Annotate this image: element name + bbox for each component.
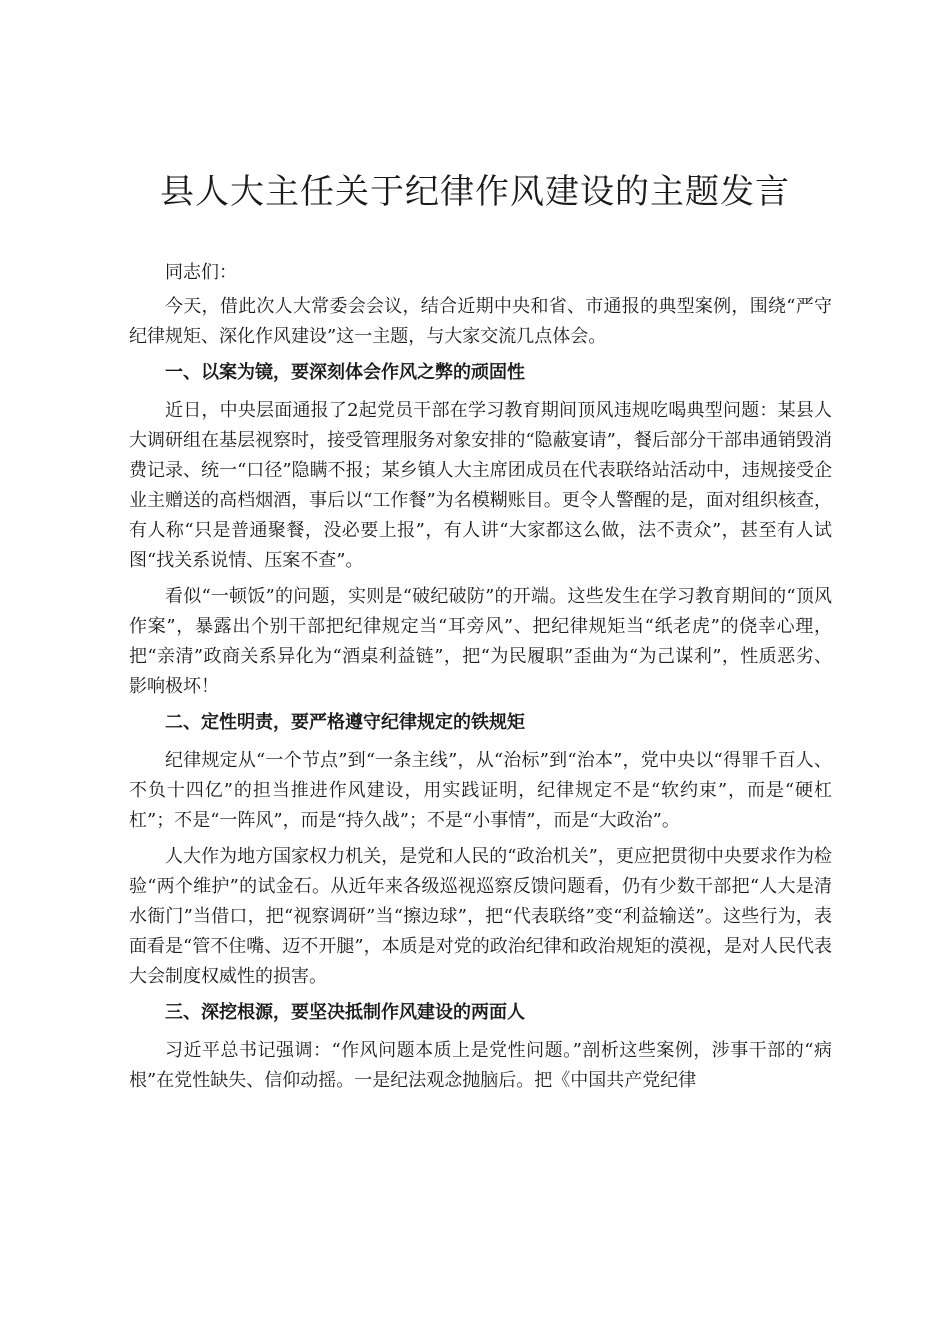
section-heading-1: 一、以案为镜，要深刻体会作风之弊的顽固性	[165, 362, 525, 383]
document-title: 县人大主任关于纪律作风建设的主题发言	[160, 172, 790, 212]
intro-paragraph: 今天，借此次人大常委会会议，结合近期中央和省、市通报的典型案例，围绕“严守纪律规矩、深化作风建设”这一主题，与大家交流几点体会。	[129, 296, 832, 347]
document-body	[129, 258, 832, 1102]
salutation: 同志们：	[165, 262, 237, 283]
section-heading-2: 二、定性明责，要严格遵守纪律规定的铁规矩	[165, 712, 525, 733]
section-2-paragraph-1: 纪律规定从“一个节点”到“一条主线”，从“治标”到“治本”，党中央以“得罪千百人、不负十四亿”的担当推进作风建设，用实践证明，纪律规定不是“软约束”，而是“硬杠杠”；不是“一阵风”，而是“持久战”；不是“小事情”，而是“大政治”。	[129, 750, 832, 831]
section-1-paragraph-1: 近日，中央层面通报了2起党员干部在学习教育期间顶风违规吃喝典型问题：某县人大调研组在基层视察时，接受管理服务对象安排的“隐蔽宴请”，餐后部分干部串通销毁消费记录、统一“口径”隐瞒不报；某乡镇人大主席团成员在代表联络站活动中，违规接受企业主赠送的高档烟酒，事后以“工作餐”为名模糊账目。更令人警醒的是，面对组织核查，有人称“只是普通聚餐，没必要上报”，有人讲“大家都这么做，法不责众”，甚至有人试图“找关系说情、压案不查”。	[129, 400, 832, 571]
section-2-paragraph-2: 人大作为地方国家权力机关，是党和人民的“政治机关”，更应把贯彻中央要求作为检验“两个维护”的试金石。从近年来各级巡视巡察反馈问题看，仍有少数干部把“人大是清水衙门”当借口，把“视察调研”当“擦边球”，把“代表联络”变“利益输送”。这些行为，表面看是“管不住嘴、迈不开腿”，本质是对党的政治纪律和政治规矩的漠视，是对人民代表大会制度权威性的损害。	[129, 846, 832, 987]
section-1-paragraph-2: 看似“一顿饭”的问题，实则是“破纪破防”的开端。这些发生在学习教育期间的“顶风作案”，暴露出个别干部把纪律规定当“耳旁风”、把纪律规矩当“纸老虎”的侥幸心理，把“亲清”政商关系异化为“酒桌利益链”，把“为民履职”歪曲为“为己谋利”，性质恶劣、影响极坏！	[129, 586, 832, 697]
section-3-paragraph-1: 习近平总书记强调：“作风问题本质上是党性问题。”剖析这些案例，涉事干部的“病根”在党性缺失、信仰动摇。一是纪法观念抛脑后。把《中国共产党纪律	[129, 1040, 832, 1091]
section-heading-3: 三、深挖根源，要坚决抵制作风建设的两面人	[165, 1002, 525, 1023]
